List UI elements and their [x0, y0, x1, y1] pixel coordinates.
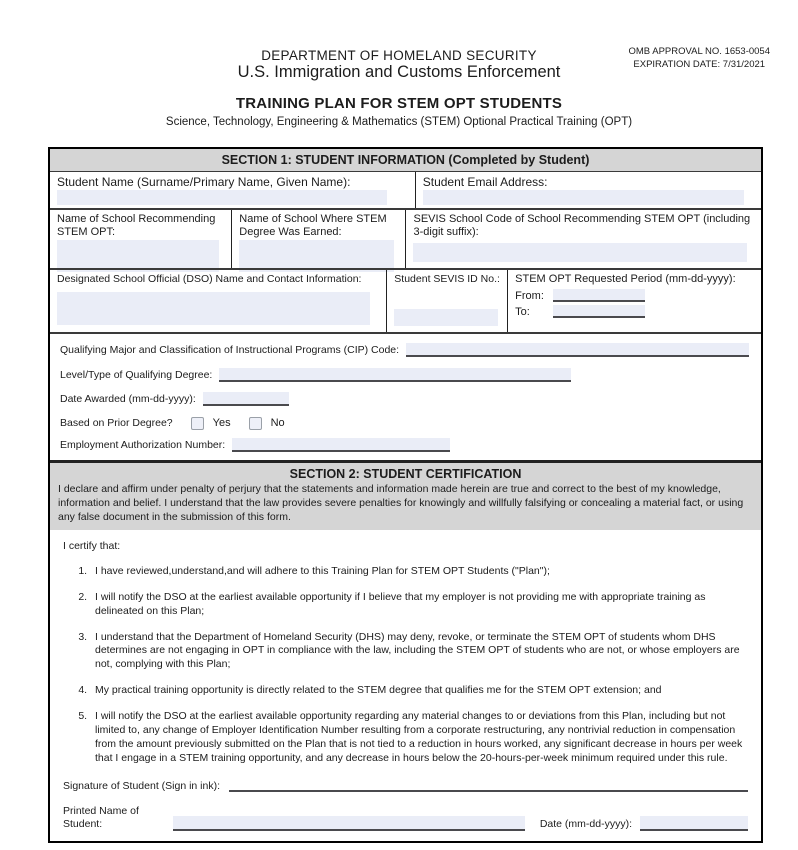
perjury-statement: I declare and affirm under penalty of perjury that the statements and information made herein are true and correct to the best of my knowledge, information and belief. I understand that the law provides severe penalties for knowingly and willfully falsifying or concealing a material fact, or using any false document in the submission of this form.: [58, 483, 744, 523]
student-name-label: Student Name (Surname/Primary Name, Given Name):: [57, 175, 351, 189]
cell-opt-period: [507, 270, 761, 332]
prior-degree-line: [60, 417, 751, 430]
certification-item: 5. I will notify the DSO at the earliest available opportunity regarding any material changes to or deviations from this Plan, including but not limited to, any change of Employer Identification Number resulting from a corporate restructuring, any nontrivial reduction in compensation from the amount previously submitted on the Plan that is not tied to a reduction in hours worked, any significant decrease in hours per week that I engage in a STEM training opportunity, and any decrease in hours below the 20-hours-per-week minimum required under this rule.: [90, 710, 748, 765]
section1-title: SECTION 1: STUDENT INFORMATION (Completed by Student): [221, 153, 590, 167]
section1-header: [50, 149, 761, 171]
opt-to-line: [515, 305, 754, 318]
opt-from-line: [515, 289, 754, 302]
prior-degree-no-label: No: [270, 417, 285, 429]
form-table: [48, 147, 763, 843]
cell-student-email: [415, 172, 761, 208]
cip-code-label: Qualifying Major and Classification of Instructional Programs (CIP) Code:: [60, 344, 400, 357]
form-title: TRAINING PLAN FOR STEM OPT STUDENTS: [235, 95, 563, 112]
certify-intro: I certify that:: [63, 540, 121, 552]
student-name-field[interactable]: [57, 190, 387, 205]
cell-sevis-school-code: [405, 210, 761, 268]
degree-level-line: [60, 368, 751, 382]
date-awarded-label: Date Awarded (mm-dd-yyyy):: [60, 393, 196, 406]
cell-school-degree-earned: [231, 210, 405, 268]
ean-field[interactable]: [232, 438, 450, 452]
section2-header: [50, 460, 761, 530]
student-email-label: Student Email Address:: [422, 175, 548, 189]
opt-to-label: To:: [515, 306, 530, 319]
sevis-school-code-field[interactable]: [413, 243, 747, 262]
cip-code-field[interactable]: [406, 343, 749, 357]
row-schools: [50, 208, 761, 268]
degree-level-label: Level/Type of Qualifying Degree:: [60, 368, 213, 381]
agency-name: DEPARTMENT OF HOMELAND SECURITY: [261, 48, 537, 63]
cell-dso-contact: [50, 270, 386, 332]
section2-title: SECTION 2: STUDENT CERTIFICATION: [289, 467, 522, 481]
opt-period-label: STEM OPT Requested Period (mm-dd-yyyy):: [515, 273, 736, 285]
opt-from-label: From:: [515, 290, 544, 303]
omb-approval-block: [628, 46, 770, 72]
signature-line[interactable]: [229, 777, 748, 792]
degree-level-field[interactable]: [219, 368, 571, 382]
date-signed-field[interactable]: [640, 816, 748, 831]
opt-to-field[interactable]: [553, 305, 645, 318]
cell-sevis-id: [386, 270, 507, 332]
dso-contact-field[interactable]: [57, 292, 370, 325]
school-recommending-field[interactable]: [57, 240, 219, 272]
row-student-name-email: [50, 171, 761, 208]
prior-degree-yes-checkbox[interactable]: [191, 417, 204, 430]
ean-label: Employment Authorization Number:: [60, 438, 226, 451]
cell-school-recommending: [50, 210, 231, 268]
prior-degree-yes-label: Yes: [212, 417, 231, 429]
ean-line: [60, 438, 751, 452]
cip-code-line: [60, 343, 751, 357]
sevis-id-field[interactable]: [394, 309, 498, 326]
prior-degree-no-checkbox[interactable]: [249, 417, 262, 430]
form-subtitle: Science, Technology, Engineering & Mathematics (STEM) Optional Practical Training (OPT): [165, 116, 633, 128]
certification-list: [63, 565, 748, 777]
opt-from-field[interactable]: [553, 289, 645, 302]
printed-name-label: Printed Name of Student:: [63, 805, 139, 831]
row-dso-sevis-period: [50, 268, 761, 332]
sevis-id-label: Student SEVIS ID No.:: [394, 273, 500, 285]
date-awarded-line: [60, 392, 751, 406]
cell-student-name: [50, 172, 415, 208]
section2-body: [50, 530, 761, 846]
printed-name-field[interactable]: [173, 816, 525, 831]
certification-item: 1. I have reviewed,understand,and will adhere to this Training Plan for STEM OPT Students ("Plan");: [90, 565, 748, 579]
school-degree-earned-field[interactable]: [239, 240, 393, 272]
certification-item: 4. My practical training opportunity is directly related to the STEM degree that qualifies me for the STEM OPT extension; and: [90, 684, 748, 698]
sevis-school-code-label: SEVIS School Code of School Recommending STEM OPT (including 3-digit suffix):: [413, 213, 751, 239]
printed-name-row: [63, 805, 748, 831]
prior-degree-label: Based on Prior Degree?: [60, 416, 173, 429]
omb-expiration-date: EXPIRATION DATE: 7/31/2021: [633, 58, 766, 70]
certification-item: 2. I will notify the DSO at the earliest available opportunity if I believe that my employer is not providing me with appropriate training as delineated on this Plan;: [90, 591, 748, 619]
school-degree-earned-label: Name of School Where STEM Degree Was Earned:: [239, 213, 387, 239]
student-email-field[interactable]: [423, 190, 744, 205]
certification-item: 3. I understand that the Department of Homeland Security (DHS) may deny, revoke, or terminate the STEM OPT of students whom DHS determines are not engaging in OPT in compliance with the law, including the STEM OPT of students who are not, or whose employers are not, complying with this Plan;: [90, 631, 748, 673]
omb-approval-number: OMB APPROVAL NO. 1653-0054: [628, 46, 770, 57]
date-awarded-field[interactable]: [203, 392, 289, 406]
agency-subname: U.S. Immigration and Customs Enforcement: [237, 63, 561, 81]
signature-row: [63, 777, 748, 792]
row-qualifying-degree: [50, 332, 761, 460]
signature-label: Signature of Student (Sign in ink):: [63, 779, 221, 792]
dso-contact-label: Designated School Official (DSO) Name and Contact Information:: [57, 273, 362, 285]
date-signed-label: Date (mm-dd-yyyy):: [539, 818, 632, 831]
school-recommending-label: Name of School Recommending STEM OPT:: [57, 213, 216, 239]
